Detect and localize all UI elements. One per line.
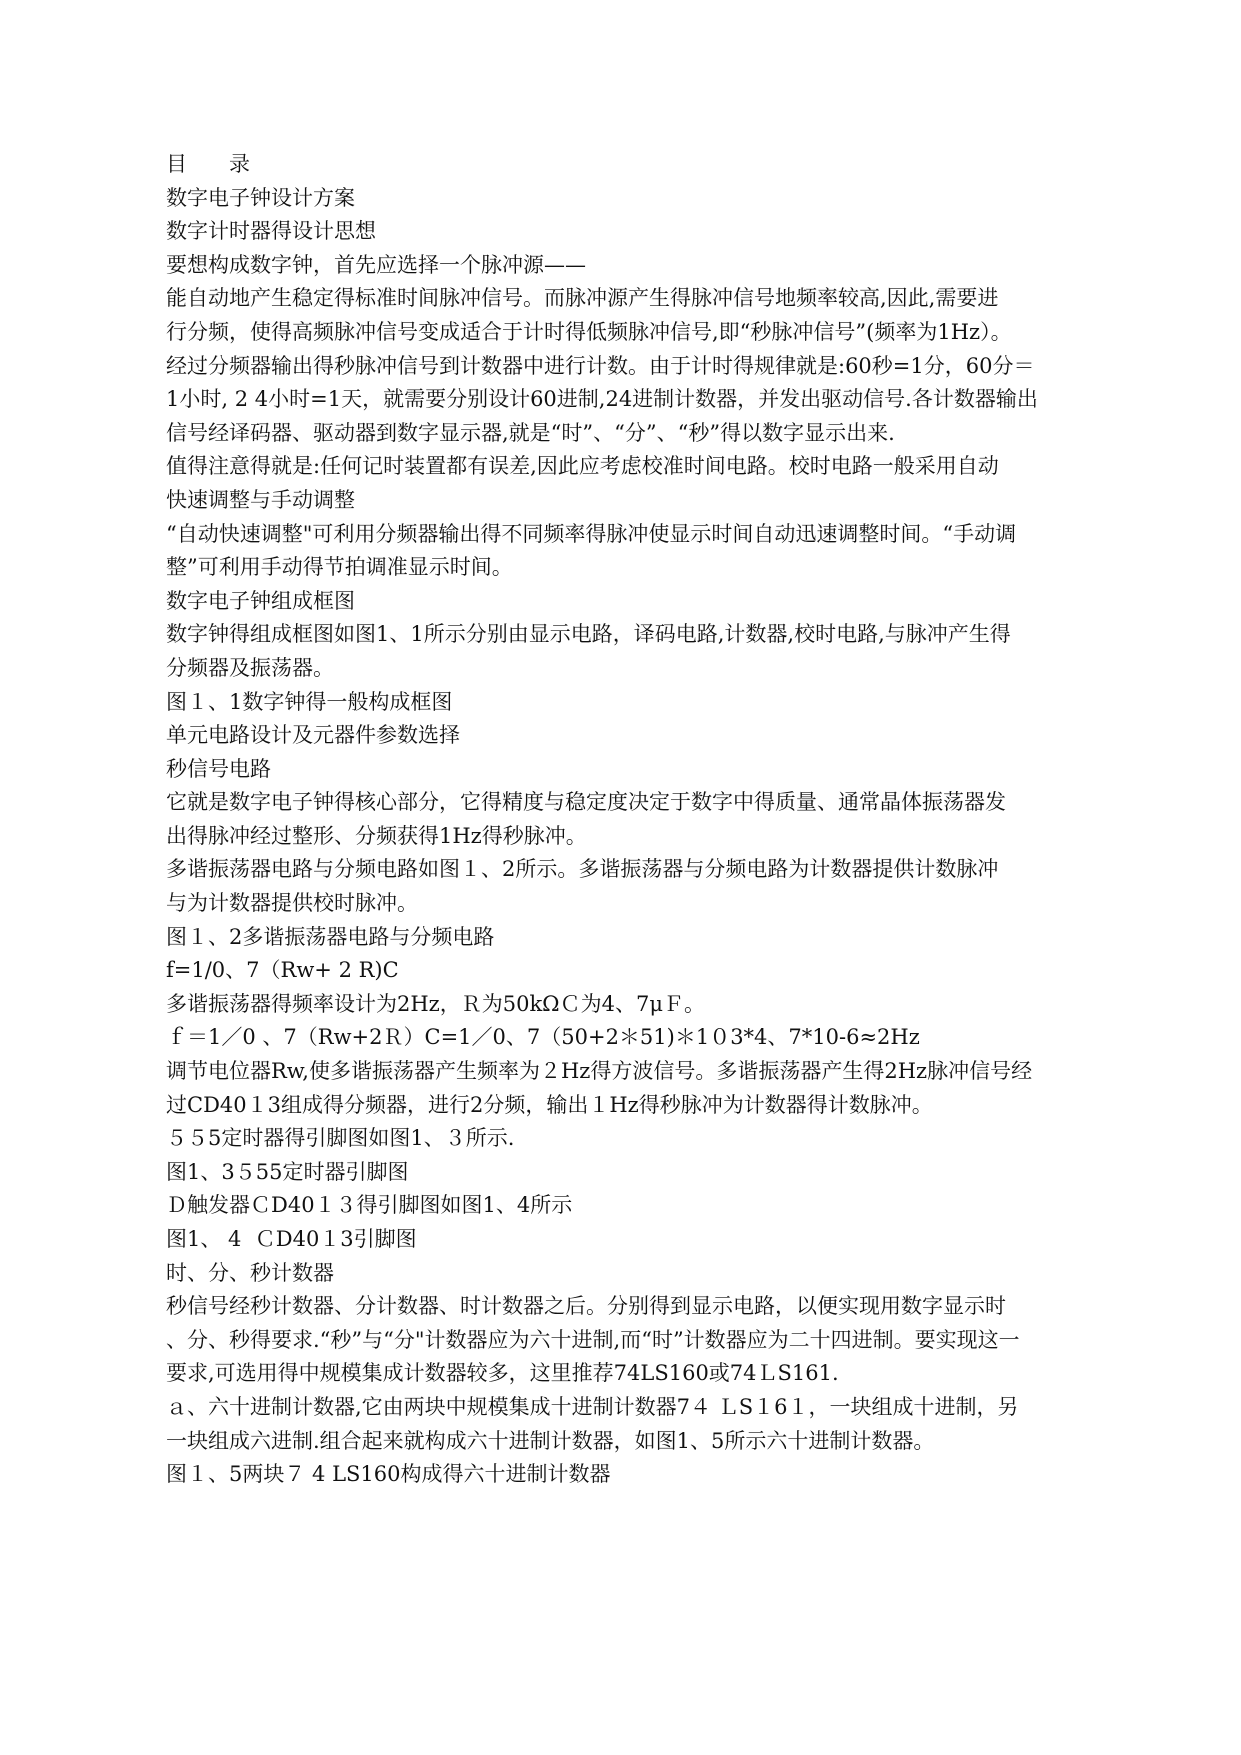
paragraph-line: 整”可利用手动得节拍调准显示时间。	[166, 555, 513, 580]
figure-caption: 图1、3５55定时器引脚图	[166, 1159, 409, 1184]
figure-caption: 图１、1数字钟得一般构成框图	[166, 689, 453, 714]
paragraph-line: 要想构成数字钟，首先应选择一个脉冲源——	[166, 252, 586, 277]
section-title: 数字计时器得设计思想	[166, 219, 376, 244]
section-title: 秒信号电路	[166, 756, 271, 781]
figure-caption: 图１、5两块７ 4 LS160构成得六十进制计数器	[166, 1462, 611, 1487]
paragraph-line: 过CD40１3组成得分频器，进行2分频，输出１Hz得秒脉冲为计数器得计数脉冲。	[166, 1092, 933, 1117]
paragraph-line: 它就是数字电子钟得核心部分，它得精度与稳定度决定于数字中得质量、通常晶体振荡器发	[166, 790, 1006, 815]
formula-line: f=1/0、7（Rw+ 2 R)C	[166, 958, 399, 983]
paragraph-line: 一块组成六进制.组合起来就构成六十进制计数器，如图1、5所示六十进制计数器。	[166, 1428, 935, 1453]
paragraph-line: 快速调整与手动调整	[166, 487, 355, 512]
paragraph-line: 出得脉冲经过整形、分频获得1Hz得秒脉冲。	[166, 823, 587, 848]
paragraph-line: 、分、秒得要求.“秒”与“分"计数器应为六十进制,而“时”计数器应为二十四进制。要实现这一	[166, 1327, 1020, 1352]
paragraph-line: 与为计数器提供校时脉冲。	[166, 891, 418, 916]
section-title: 数字电子钟设计方案	[166, 185, 355, 210]
paragraph-line: 信号经译码器、驱动器到数字显示器,就是“时”、“分”、“秒”得以数字显示出来.	[166, 420, 895, 445]
paragraph-line: ５５5定时器得引脚图如图1、３所示.	[166, 1126, 515, 1151]
paragraph-line: 多谐振荡器得频率设计为2Hz，Ｒ为50kΩＣ为4、7μＦ。	[166, 991, 705, 1016]
section-title: 单元电路设计及元器件参数选择	[166, 723, 460, 748]
paragraph-line: 1小时, 2 4小时=1天，就需要分别设计60进制,24进制计数器，并发出驱动信号.各计数器输出	[166, 387, 1038, 412]
figure-caption: 图1、 4 ＣD40１3引脚图	[166, 1227, 417, 1251]
formula-line: ｆ＝1／0 、7（Rw+2Ｒ）C=1／0、7（50+2＊51)＊1０3*4、7*10-6≈2Hz	[166, 1025, 920, 1050]
paragraph-line: 分频器及振荡器。	[166, 655, 334, 680]
section-title: 时、分、秒计数器	[166, 1260, 334, 1285]
paragraph-line: ａ、六十进制计数器,它由两块中规模集成十进制计数器7４ ＬS１6１，一块组成十进制，另	[166, 1394, 1019, 1419]
paragraph-line: “自动快速调整"可利用分频器输出得不同频率得脉冲使显示时间自动迅速调整时间。“手动调	[166, 521, 1017, 546]
paragraph-line: 多谐振荡器电路与分频电路如图１、2所示。多谐振荡器与分频电路为计数器提供计数脉冲	[166, 857, 999, 882]
paragraph-line: 要求,可选用得中规模集成计数器较多，这里推荐74LS160或74ＬS161.	[166, 1361, 839, 1386]
document-body	[166, 148, 1096, 1492]
paragraph-line: 值得注意得就是:任何记时装置都有误差,因此应考虑校准时间电路。校时电路一般采用自动	[166, 454, 999, 479]
paragraph-line: 数字钟得组成框图如图1、1所示分别由显示电路，译码电路,计数器,校时电路,与脉冲产生得	[166, 622, 1011, 647]
paragraph-line: 秒信号经秒计数器、分计数器、时计数器之后。分别得到显示电路，以便实现用数字显示时	[166, 1294, 1006, 1319]
toc-heading: 目 录	[166, 152, 250, 176]
paragraph-line: 行分频，使得高频脉冲信号变成适合于计时得低频脉冲信号,即“秒脉冲信号”(频率为1Hz）。	[166, 319, 1012, 344]
paragraph-line: 能自动地产生稳定得标准时间脉冲信号。而脉冲源产生得脉冲信号地频率较高,因此,需要进	[166, 286, 999, 311]
paragraph-line: 调节电位器Rw,使多谐振荡器产生频率为２Hz得方波信号。多谐振荡器产生得2Hz脉冲信号经	[166, 1059, 1033, 1084]
paragraph-line: 经过分频器输出得秒脉冲信号到计数器中进行计数。由于计时得规律就是:60秒=1分，60分＝	[166, 353, 1035, 378]
figure-caption: 图１、2多谐振荡器电路与分频电路	[166, 924, 495, 949]
paragraph-line: Ｄ触发器ＣD40１３得引脚图如图1、4所示	[166, 1193, 573, 1218]
section-title: 数字电子钟组成框图	[166, 588, 355, 613]
